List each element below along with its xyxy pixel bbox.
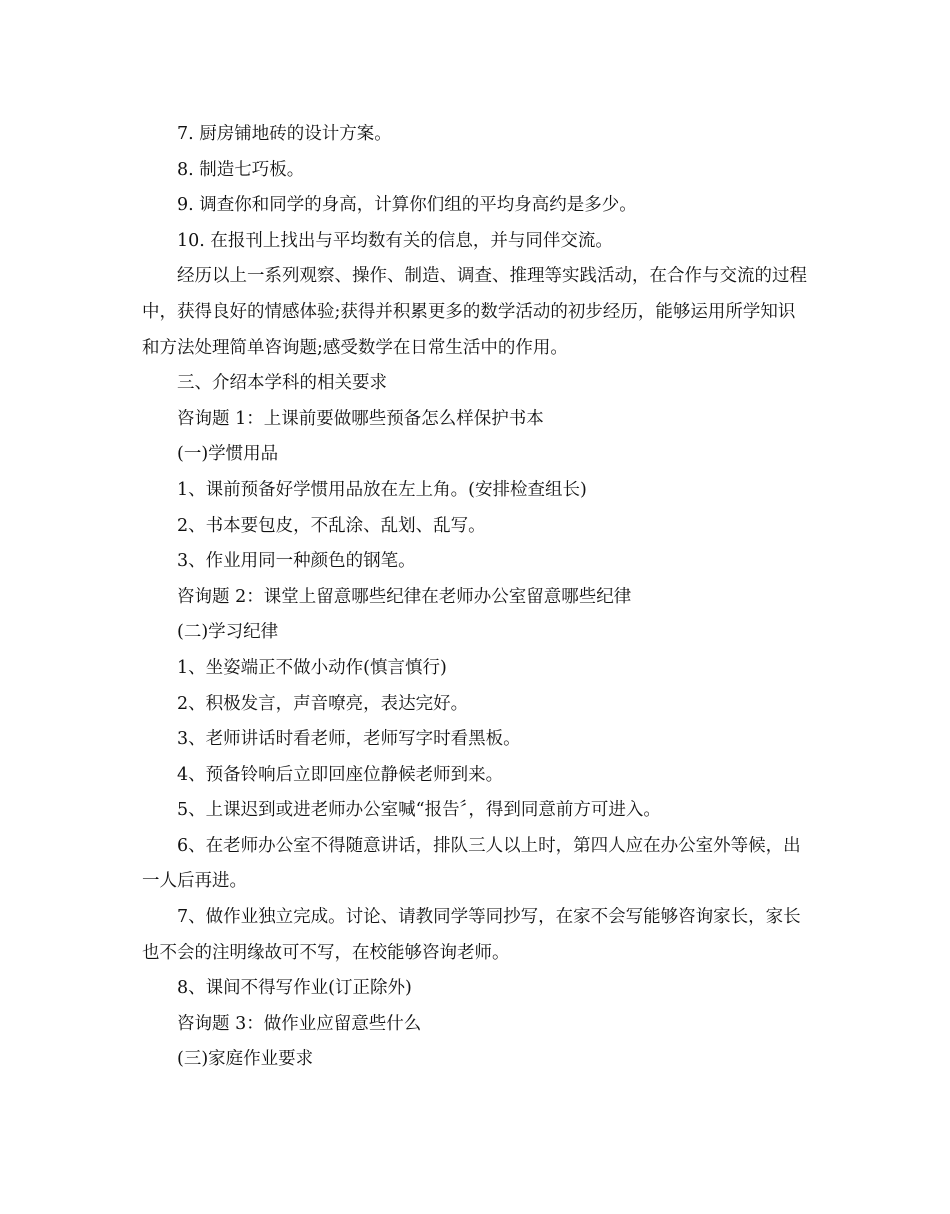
list-item: 1、坐姿端正不做小动作(慎言慎行): [177, 657, 447, 678]
list-item: 2、积极发言，声音嘹亮，表达完好。: [177, 693, 469, 714]
list-item: 7. 厨房铺地砖的设计方案。: [177, 124, 392, 144]
list-item: 7、做作业独立完成。讨论、请教同学等同抄写，在家不会写能够咨询家长，家长也不会的注明缘故可不写，在校能够咨询老师。: [142, 907, 801, 963]
subsection-heading: (三)家庭作业要求: [177, 1049, 314, 1070]
section-heading: 三、介绍本学科的相关要求: [177, 373, 387, 394]
body-paragraph: 经历以上一系列观察、操作、制造、调查、推理等实践活动，在合作与交流的过程中，获得良好的情感体验;获得并积累更多的数学活动的初步经历，能够运用所学知识和方法处理简单咨询题;感受数学在日常生活中的作用。: [142, 266, 807, 358]
list-item: 8. 制造七巧板。: [177, 159, 305, 180]
subsection-heading: (一)学惯用品: [177, 444, 279, 465]
list-item: 2、书本要包皮，不乱涂、乱划、乱写。: [177, 515, 486, 536]
list-item: 1、课前预备好学惯用品放在左上角。(安排检查组长): [177, 479, 587, 500]
list-item: 6、在老师办公室不得随意讲话，排队三人以上时，第四人应在办公室外等候，出一人后再进。: [142, 835, 801, 892]
list-item: 10. 在报刊上找出与平均数有关的信息，并与同伴交流。: [177, 230, 613, 251]
list-item: 4、预备铃响后立即回座位静候老师到来。: [177, 764, 504, 785]
question-heading: 咨询题 2：课堂上留意哪些纪律在老师办公室留意哪些纪律: [177, 586, 632, 607]
subsection-heading: (二)学习纪律: [177, 622, 279, 643]
list-item: 3、作业用同一种颜色的钢笔。: [177, 551, 416, 572]
question-heading: 咨询题 1：上课前要做哪些预备怎么样保护书本: [177, 408, 544, 429]
document-body: [142, 117, 810, 1078]
list-item: 3、老师讲话时看老师，老师写字时看黑板。: [177, 729, 521, 750]
list-item: 8、课间不得写作业(订正除外): [177, 978, 412, 999]
list-item: 5、上课迟到或进老师办公室喊“报告〞，得到同意前方可进入。: [177, 800, 661, 821]
question-heading: 咨询题 3：做作业应留意些什么: [177, 1013, 422, 1034]
list-item: 9. 调查你和同学的身高，计算你们组的平均身高约是多少。: [177, 195, 637, 216]
